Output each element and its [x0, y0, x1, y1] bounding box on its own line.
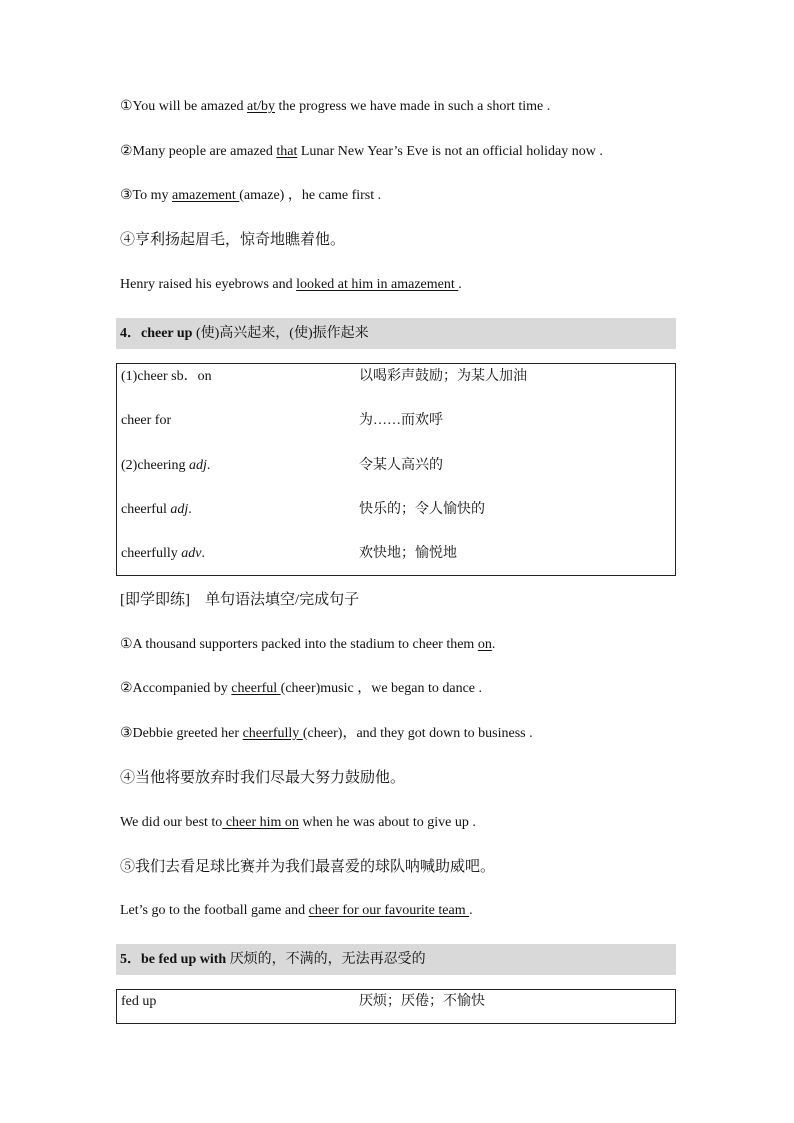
- section-5-heading: 5．be fed up with 厌烦的，不满的，无法再忍受的: [116, 944, 676, 975]
- example-sentence-4-en: Henry raised his eyebrows and looked at him in amazement .: [120, 277, 462, 292]
- example-sentence-1: ①You will be amazed at/by the progress we have made in such a short time .: [120, 99, 551, 114]
- table-row: (2)cheering adj. 令某人高兴的: [121, 458, 443, 473]
- exercise-5-en: Let’s go to the football game and cheer for our favourite team .: [120, 903, 473, 918]
- table-row: cheer for 为……而欢呼: [121, 413, 443, 428]
- exercise-1: ①A thousand supporters packed into the stadium to cheer them on.: [120, 637, 496, 652]
- cheer-phrase-table: [116, 363, 676, 576]
- example-sentence-3: ③To my amazement (amaze) ，he came first .: [120, 188, 382, 203]
- exercise-5-zh: ⑤我们去看足球比赛并为我们最喜爱的球队呐喊助威吧。: [120, 859, 496, 875]
- section-4-heading: 4．cheer up (使)高兴起来，(使)振作起来: [116, 318, 676, 349]
- exercise-3: ③Debbie greeted her cheerfully (cheer)，and they got down to business .: [120, 726, 533, 741]
- table-row: fed up 厌烦；厌倦；不愉快: [121, 994, 485, 1009]
- practice-label: [即学即练] 单句语法填空/完成句子: [120, 592, 360, 608]
- exercise-4-en: We did our best to cheer him on when he was about to give up .: [120, 815, 476, 830]
- example-sentence-4-zh: ④亨利扬起眉毛，惊奇地瞧着他。: [120, 232, 346, 248]
- exercise-2: ②Accompanied by cheerful (cheer)music ，we began to dance .: [120, 681, 483, 696]
- table-row: cheerfully adv. 欢快地；愉悦地: [121, 546, 457, 561]
- exercise-4-zh: ④当他将要放弃时我们尽最大努力鼓励他。: [120, 770, 406, 786]
- fed-up-table: [116, 989, 676, 1024]
- table-row: cheerful adj. 快乐的；令人愉快的: [121, 502, 485, 517]
- table-row: (1)cheer sb．on 以喝彩声鼓励；为某人加油: [121, 369, 527, 384]
- example-sentence-2: ②Many people are amazed that Lunar New Year’s Eve is not an official holiday now .: [120, 144, 603, 159]
